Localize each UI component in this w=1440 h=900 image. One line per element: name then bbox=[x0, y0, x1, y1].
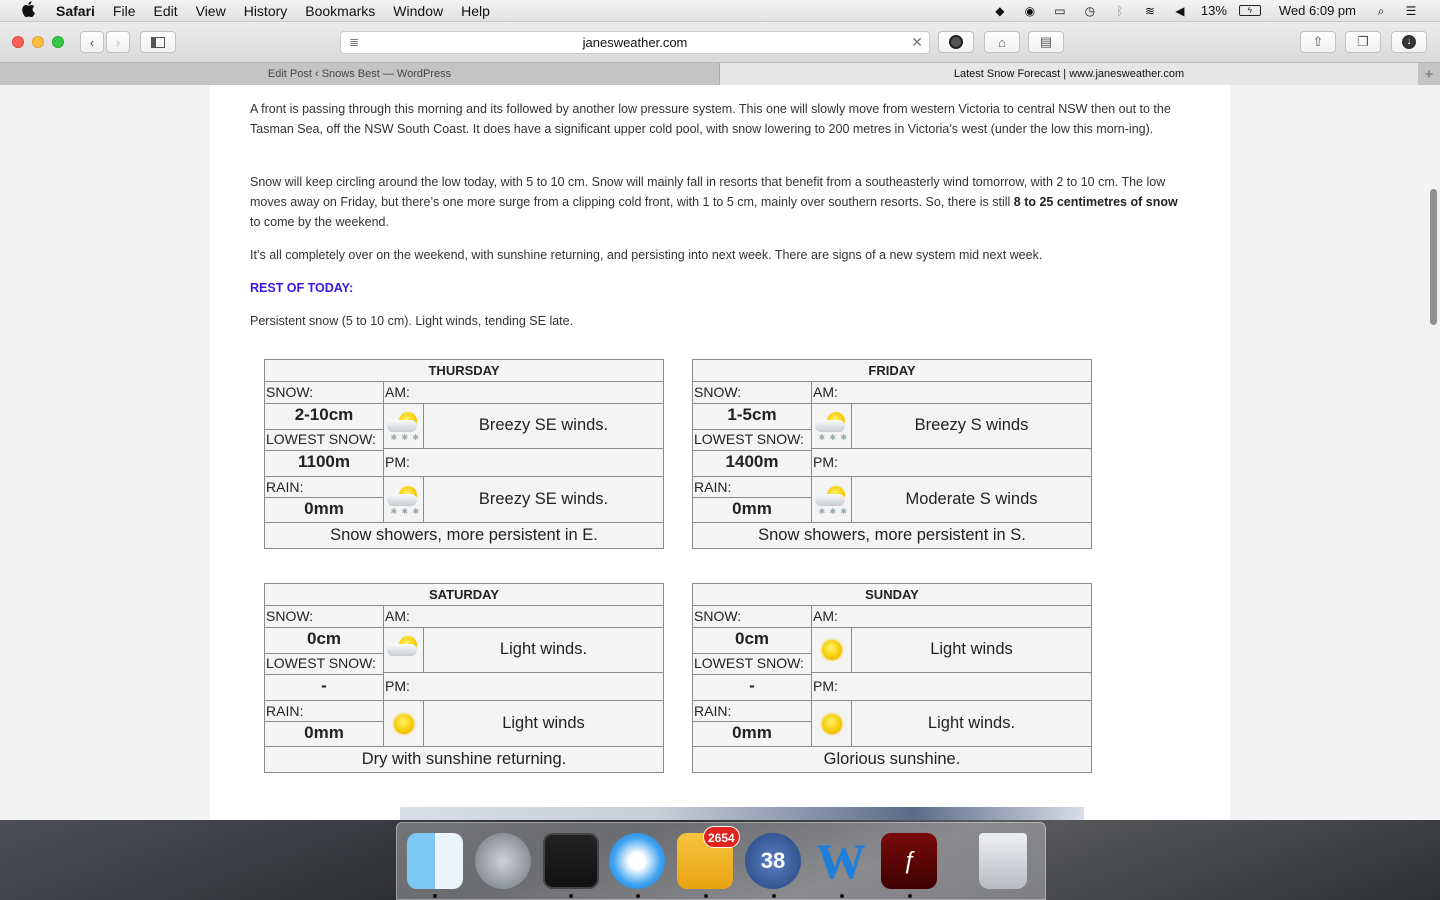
day-title: THURSDAY bbox=[265, 360, 663, 382]
day-title: FRIDAY bbox=[693, 360, 1091, 382]
lowest-snow-value: - bbox=[749, 676, 755, 695]
running-indicator bbox=[908, 894, 912, 898]
menu-safari[interactable]: Safari bbox=[56, 2, 95, 19]
snow-label: SNOW: bbox=[266, 608, 314, 624]
chevron-left-icon: ‹ bbox=[89, 34, 95, 50]
paragraph-front: A front is passing through this morning and its followed by another low pressure system. This one will slowly move from western Victoria to central NSW then out to the Tasman Sea, off the NSW South Coast. It does have a significant upper cold pool, with snow lowering to 200 metres in Victoria’s west (under the low this morn-ing). bbox=[250, 102, 1171, 136]
pm-label: PM: bbox=[811, 448, 1091, 476]
pm-description: Moderate S winds bbox=[851, 476, 1091, 523]
rain-value: 0mm bbox=[732, 723, 772, 742]
snow-showers-icon: ✱ ✱ ✱ bbox=[813, 406, 851, 446]
snow-value: 0cm bbox=[306, 629, 342, 648]
lowest-snow-label: LOWEST SNOW: bbox=[266, 431, 376, 447]
running-indicator bbox=[704, 894, 708, 898]
sun-icon bbox=[394, 714, 414, 734]
snow-value: 0cm bbox=[734, 629, 770, 648]
day-summary: Snow showers, more persistent in E. bbox=[265, 522, 663, 548]
close-window-button[interactable] bbox=[12, 36, 24, 48]
extension-button[interactable] bbox=[938, 31, 974, 53]
home-button[interactable] bbox=[984, 31, 1020, 53]
share-icon: ⇧ bbox=[1312, 34, 1324, 49]
web-page[interactable] bbox=[0, 85, 1440, 820]
am-label: AM: bbox=[811, 382, 1091, 404]
finder-icon[interactable] bbox=[407, 833, 463, 889]
notification-center-icon[interactable]: ☰ bbox=[1405, 3, 1417, 18]
sidebar-icon bbox=[151, 37, 165, 48]
time-machine-icon[interactable]: ◷ bbox=[1084, 3, 1096, 18]
day-summary: Snow showers, more persistent in S. bbox=[693, 522, 1091, 548]
running-indicator bbox=[636, 894, 640, 898]
running-indicator bbox=[840, 894, 844, 898]
activity-icon[interactable] bbox=[543, 833, 599, 889]
am-label: AM: bbox=[383, 606, 663, 628]
forecast-table-friday bbox=[692, 359, 1092, 549]
sun-icon bbox=[822, 714, 842, 734]
menu-history[interactable]: History bbox=[243, 2, 288, 19]
rain-label: RAIN: bbox=[265, 700, 383, 722]
row-divider bbox=[693, 653, 811, 654]
pm-description: Light winds bbox=[423, 700, 663, 747]
day-summary: Glorious sunshine. bbox=[693, 746, 1091, 772]
lowest-snow-label: LOWEST SNOW: bbox=[694, 431, 804, 447]
rain-label: RAIN: bbox=[693, 476, 811, 498]
spotlight-icon[interactable]: ⌕ bbox=[1377, 3, 1385, 18]
day-title: SATURDAY bbox=[265, 584, 663, 606]
rain-label: RAIN: bbox=[693, 700, 811, 722]
row-divider bbox=[265, 721, 383, 722]
url-text: janesweather.com bbox=[582, 35, 688, 50]
pm-label: PM: bbox=[383, 448, 663, 476]
tab-snow-forecast[interactable] bbox=[720, 63, 1418, 85]
am-description: Breezy S winds bbox=[851, 403, 1091, 449]
tab-label: Latest Snow Forecast | www.janesweather.com bbox=[953, 68, 1185, 80]
paragraph-snow bbox=[250, 172, 1190, 232]
minimize-window-button[interactable] bbox=[32, 36, 44, 48]
menu-edit[interactable]: Edit bbox=[153, 2, 178, 19]
row-divider bbox=[265, 674, 383, 675]
row-divider bbox=[693, 403, 811, 404]
am-description: Light winds bbox=[851, 627, 1091, 673]
lowest-snow-label: LOWEST SNOW: bbox=[266, 655, 376, 671]
menu-window[interactable]: Window bbox=[393, 2, 444, 19]
am-label: AM: bbox=[811, 606, 1091, 628]
volume-icon[interactable]: ◀ bbox=[1175, 3, 1185, 18]
tab-label: Edit Post ‹ Snows Best — WordPress bbox=[267, 68, 452, 80]
menu-bar bbox=[0, 0, 1440, 22]
bluetooth-icon[interactable]: ᛒ bbox=[1116, 3, 1124, 18]
row-divider bbox=[693, 627, 811, 628]
pm-description: Light winds. bbox=[851, 700, 1091, 747]
browser-toolbar bbox=[0, 22, 1440, 62]
forward-button[interactable] bbox=[106, 31, 130, 53]
wifi-icon[interactable]: ≋ bbox=[1144, 3, 1155, 18]
snow-label: SNOW: bbox=[694, 608, 742, 624]
mail-unread-badge: 2654 bbox=[703, 826, 740, 848]
running-indicator bbox=[772, 894, 776, 898]
lowest-snow-value: - bbox=[321, 676, 327, 695]
row-divider bbox=[693, 497, 811, 498]
sidebar-button[interactable] bbox=[140, 31, 176, 53]
row-divider bbox=[265, 497, 383, 498]
lowest-snow-label: LOWEST SNOW: bbox=[694, 655, 804, 671]
download-icon: ↓ bbox=[1402, 35, 1416, 49]
snow-label: SNOW: bbox=[266, 384, 314, 400]
rain-value: 0mm bbox=[732, 499, 772, 518]
snow-value: 1-5cm bbox=[727, 405, 777, 424]
safari-icon[interactable] bbox=[609, 833, 665, 889]
tab-bar bbox=[0, 62, 1440, 85]
am-description: Breezy SE winds. bbox=[423, 403, 663, 449]
menu-help[interactable]: Help bbox=[461, 2, 490, 19]
day-summary: Dry with sunshine returning. bbox=[265, 746, 663, 772]
extension-icon bbox=[949, 35, 963, 49]
lowest-snow-value: 1100m bbox=[298, 452, 350, 471]
print-icon: ▤ bbox=[1039, 34, 1053, 49]
address-bar[interactable] bbox=[340, 31, 930, 54]
apple-menu-icon[interactable] bbox=[0, 1, 56, 21]
pm-icon-cell bbox=[383, 700, 423, 747]
snow-showers-icon: ✱ ✱ ✱ bbox=[813, 480, 851, 520]
tabs-icon: ❐ bbox=[1357, 34, 1369, 49]
pm-icon-cell bbox=[811, 700, 851, 747]
lowest-snow-value: 1400m bbox=[725, 452, 779, 471]
page-image-strip bbox=[400, 807, 1084, 820]
vertical-scrollbar[interactable] bbox=[1430, 189, 1437, 325]
paragraph-weekend: It’s all completely over on the weekend, with sunshine returning, and persisting into next week. There are signs of a new system mid next week. bbox=[250, 248, 1043, 262]
row-divider bbox=[265, 403, 383, 404]
am-label: AM: bbox=[383, 382, 663, 404]
pm-icon-cell bbox=[811, 476, 851, 523]
rain-value: 0mm bbox=[304, 499, 344, 518]
am-icon-cell bbox=[811, 403, 851, 449]
reader-icon[interactable]: ≣ bbox=[349, 35, 360, 49]
airplay-icon[interactable]: ▭ bbox=[1054, 3, 1066, 18]
back-button[interactable] bbox=[80, 31, 104, 53]
rest-of-today-heading: REST OF TODAY: bbox=[250, 281, 354, 295]
tab-edit-post[interactable] bbox=[0, 63, 720, 85]
stop-loading-icon[interactable]: ✕ bbox=[911, 34, 923, 50]
am-icon-cell bbox=[811, 627, 851, 673]
paragraph-snow-c: to come by the weekend. bbox=[250, 215, 389, 229]
snow-showers-icon: ✱ ✱ ✱ bbox=[385, 480, 423, 520]
share-button[interactable] bbox=[1300, 31, 1336, 53]
forecast-table-sunday bbox=[692, 583, 1092, 773]
sync-icon[interactable]: ◉ bbox=[1024, 3, 1036, 18]
row-divider bbox=[693, 674, 811, 675]
row-divider bbox=[693, 450, 811, 451]
forecast-table-saturday bbox=[264, 583, 664, 773]
paragraph-today: Persistent snow (5 to 10 cm). Light winds, tending SE late. bbox=[250, 314, 574, 328]
row-divider bbox=[693, 429, 811, 430]
menu-view[interactable]: View bbox=[195, 2, 226, 19]
rain-label: RAIN: bbox=[265, 476, 383, 498]
running-indicator bbox=[433, 894, 437, 898]
tab-overview-button[interactable] bbox=[1345, 31, 1381, 53]
forecast-table-thursday bbox=[264, 359, 664, 549]
home-icon: ⌂ bbox=[998, 34, 1006, 50]
zoom-window-button[interactable] bbox=[52, 36, 64, 48]
print-button[interactable] bbox=[1028, 31, 1064, 53]
pm-icon-cell bbox=[383, 476, 423, 523]
article-content bbox=[210, 85, 1230, 820]
launchpad-icon[interactable] bbox=[475, 833, 531, 889]
pm-label: PM: bbox=[811, 672, 1091, 700]
partly-cloudy-icon bbox=[385, 630, 423, 670]
row-divider bbox=[265, 627, 383, 628]
sun-icon bbox=[822, 640, 842, 660]
menu-file[interactable]: File bbox=[112, 2, 136, 19]
rain-value: 0mm bbox=[304, 723, 344, 742]
new-tab-button[interactable] bbox=[1418, 63, 1440, 85]
battery-percent[interactable]: 13% bbox=[1200, 3, 1227, 18]
am-icon-cell bbox=[383, 627, 423, 673]
alarm-clock-icon[interactable]: 38 bbox=[745, 833, 801, 889]
day-title: SUNDAY bbox=[693, 584, 1091, 606]
paragraph-snow-a: Snow will keep circling around the low today, with 5 to 10 cm. Snow will mainly fall in resorts that benefit from a southeasterly wind tomorrow, with 2 to 10 cm. The low moves away on Friday, but there’s one more surge from a clipping cold front, with 1 to 5 cm, mainly over southern resorts. So, there is still bbox=[250, 175, 1166, 209]
flash-icon[interactable]: ƒ bbox=[881, 833, 937, 889]
snow-showers-icon: ✱ ✱ ✱ bbox=[385, 406, 423, 446]
row-divider bbox=[693, 721, 811, 722]
pm-label: PM: bbox=[383, 672, 663, 700]
pm-description: Breezy SE winds. bbox=[423, 476, 663, 523]
snow-value: 2-10cm bbox=[294, 405, 354, 424]
downloads-button[interactable] bbox=[1391, 31, 1427, 53]
plus-icon: + bbox=[1424, 65, 1434, 83]
am-icon-cell bbox=[383, 403, 423, 449]
chevron-right-icon: › bbox=[115, 34, 121, 50]
trash-icon[interactable] bbox=[979, 833, 1027, 889]
menu-bookmarks[interactable]: Bookmarks bbox=[305, 2, 376, 19]
am-description: Light winds. bbox=[423, 627, 663, 673]
running-indicator bbox=[569, 894, 573, 898]
row-divider bbox=[265, 429, 383, 430]
row-divider bbox=[265, 653, 383, 654]
row-divider bbox=[265, 450, 383, 451]
snow-label: SNOW: bbox=[694, 384, 742, 400]
dropbox-icon[interactable]: ◆ bbox=[995, 3, 1005, 18]
word-icon[interactable]: W bbox=[816, 833, 866, 889]
menu-clock[interactable]: Wed 6:09 pm bbox=[1278, 3, 1356, 18]
snow-total: 8 to 25 centimetres of snow bbox=[1013, 195, 1178, 209]
battery-icon[interactable]: ϟ bbox=[1239, 5, 1261, 16]
